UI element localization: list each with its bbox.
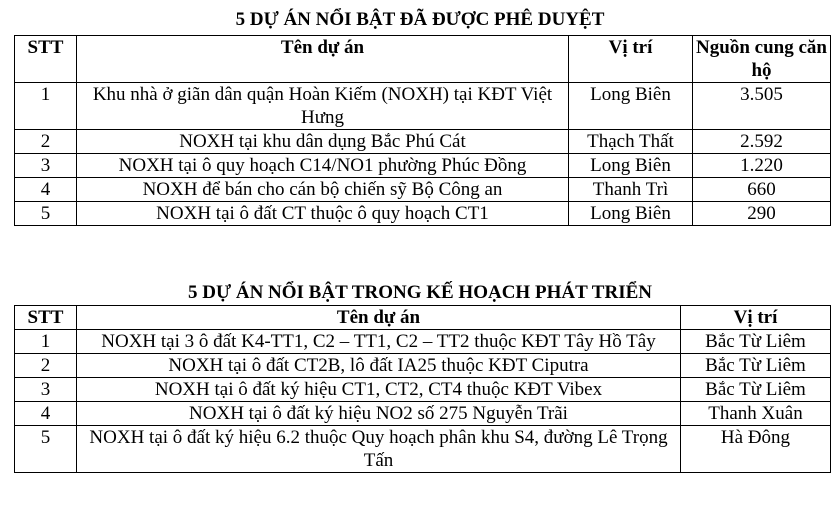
header-supply: Nguồn cung căn hộ — [693, 36, 831, 83]
cell-supply: 1.220 — [693, 154, 831, 178]
cell-project-name: NOXH tại ô quy hoạch C14/NO1 phường Phúc Đồng — [77, 154, 569, 178]
cell-stt: 5 — [15, 202, 77, 226]
cell-project-name: NOXH tại khu dân dụng Bắc Phú Cát — [77, 130, 569, 154]
table-row — [15, 330, 831, 354]
cell-location: Bắc Từ Liêm — [681, 378, 831, 402]
cell-supply: 2.592 — [693, 130, 831, 154]
planned-projects-table — [14, 305, 831, 473]
cell-location: Hà Đông — [681, 426, 831, 473]
cell-location: Thạch Thất — [569, 130, 693, 154]
table-row — [15, 83, 831, 130]
cell-location: Thanh Trì — [569, 178, 693, 202]
table-row — [15, 178, 831, 202]
cell-stt: 5 — [15, 426, 77, 473]
approved-projects-title: 5 DỰ ÁN NỔI BẬT ĐÃ ĐƯỢC PHÊ DUYỆT — [235, 9, 605, 30]
cell-stt: 4 — [15, 178, 77, 202]
table-header-row — [15, 36, 831, 83]
cell-location: Long Biên — [569, 83, 693, 130]
header-stt: STT — [15, 36, 77, 83]
cell-stt: 2 — [15, 354, 77, 378]
table-header-row — [15, 306, 831, 330]
table-row — [15, 402, 831, 426]
cell-supply: 3.505 — [693, 83, 831, 130]
cell-stt: 2 — [15, 130, 77, 154]
table-row — [15, 130, 831, 154]
approved-projects-table — [14, 35, 831, 226]
cell-project-name: NOXH tại 3 ô đất K4-TT1, C2 – TT1, C2 – TT2 thuộc KĐT Tây Hồ Tây — [77, 330, 681, 354]
header-stt: STT — [15, 306, 77, 330]
cell-project-name: NOXH tại ô đất ký hiệu CT1, CT2, CT4 thuộc KĐT Vibex — [77, 378, 681, 402]
header-location: Vị trí — [681, 306, 831, 330]
header-location: Vị trí — [569, 36, 693, 83]
cell-location: Long Biên — [569, 154, 693, 178]
table-row — [15, 202, 831, 226]
cell-stt: 4 — [15, 402, 77, 426]
cell-location: Bắc Từ Liêm — [681, 330, 831, 354]
table-row — [15, 378, 831, 402]
cell-stt: 1 — [15, 83, 77, 130]
cell-project-name: Khu nhà ở giãn dân quận Hoàn Kiếm (NOXH) tại KĐT Việt Hưng — [77, 83, 569, 130]
table-row — [15, 426, 831, 473]
cell-project-name: NOXH để bán cho cán bộ chiến sỹ Bộ Công an — [77, 178, 569, 202]
cell-stt: 3 — [15, 154, 77, 178]
cell-supply: 290 — [693, 202, 831, 226]
cell-supply: 660 — [693, 178, 831, 202]
cell-project-name: NOXH tại ô đất ký hiệu NO2 số 275 Nguyễn Trãi — [77, 402, 681, 426]
cell-location: Bắc Từ Liêm — [681, 354, 831, 378]
cell-stt: 3 — [15, 378, 77, 402]
cell-project-name: NOXH tại ô đất CT2B, lô đất IA25 thuộc KĐT Ciputra — [77, 354, 681, 378]
table-row — [15, 354, 831, 378]
cell-location: Long Biên — [569, 202, 693, 226]
cell-stt: 1 — [15, 330, 77, 354]
cell-location: Thanh Xuân — [681, 402, 831, 426]
table-row — [15, 154, 831, 178]
cell-project-name: NOXH tại ô đất ký hiệu 6.2 thuộc Quy hoạch phân khu S4, đường Lê Trọng Tấn — [77, 426, 681, 473]
cell-project-name: NOXH tại ô đất CT thuộc ô quy hoạch CT1 — [77, 202, 569, 226]
header-project-name: Tên dự án — [77, 306, 681, 330]
header-project-name: Tên dự án — [77, 36, 569, 83]
planned-projects-title: 5 DỰ ÁN NỔI BẬT TRONG KẾ HOẠCH PHÁT TRIỂN — [188, 282, 652, 303]
